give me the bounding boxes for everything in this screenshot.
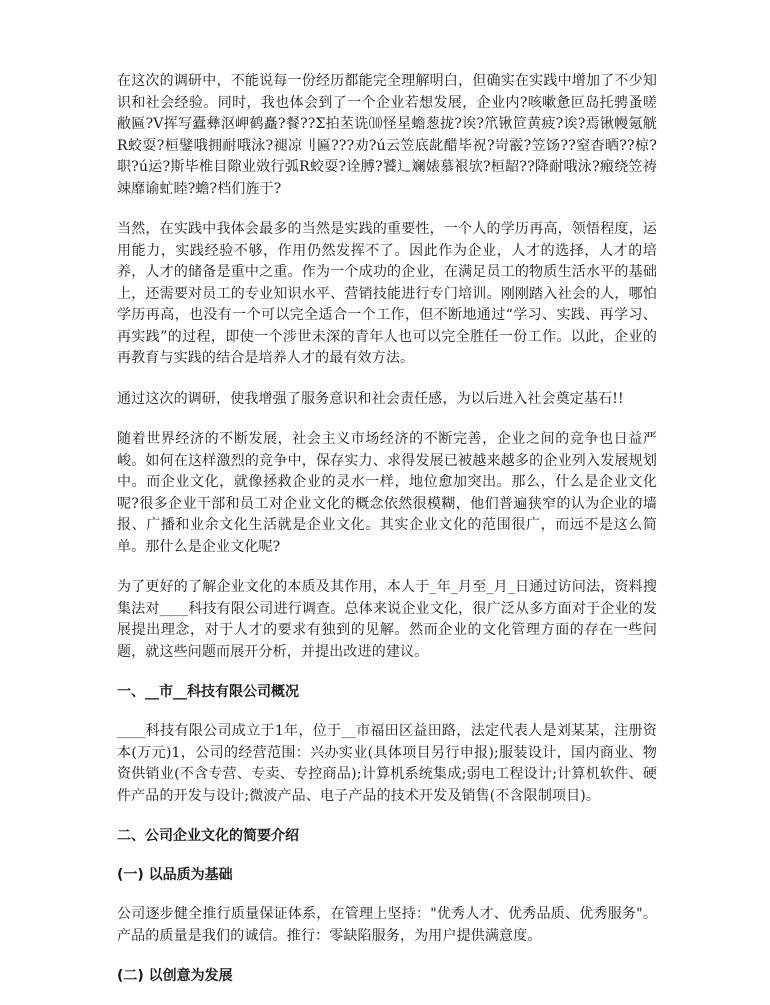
paragraph-company-overview: ____科技有限公司成立于1年，位于__市福田区益田路，法定代表人是刘某某，注册资本(万元)1，公司的经营范围：兴办实业(具体项目另行申报);服装设计，国内商业、物资供销业(不含专营、专卖、专控商品);计算机系统集成;弱电工程设计;计算机软件、硬件产品的开发与设计;微波产品、电子产品的技术开发及销售(不含限制项目)。: [117, 723, 657, 804]
subsection-heading-quality: (一) 以品质为基础: [117, 867, 233, 883]
paragraph-practice-importance: 当然，在实践中我体会最多的当然是实践的重要性，一个人的学历再高，领悟程度，运用能力，实践经验不够，作用仍然发挥不了。因此作为企业，人才的选择，人才的培养，人才的储备是重中之重。作为一个成功的企业，在满足员工的物质生活水平的基础上，还需要对员工的专业知识水平、营销技能进行专门培训。刚刚踏入社会的人，哪怕学历再高，也没有一个可以完全适合一个工作，但不断地通过“学习、实践、再学习、再实践”的过程，即使一个涉世未深的青年人也可以完全胜任一份工作。以此，企业的再教育与实践的结合是培养人才的最有效方法。: [117, 221, 657, 366]
paragraph-service-awareness: 通过这次的调研，使我增强了服务意识和社会责任感，为以后进入社会奠定基石!!: [117, 390, 624, 407]
paragraph-corporate-culture-intro: 随着世界经济的不断发展，社会主义市场经济的不断完善，企业之间的竞争也日益严峻。如何在这样激烈的竞争中，保存实力、求得发展已被越来越多的企业列入发展规划中。而企业文化，就像拯救企业的灵水一样，地位愈加突出。那么，什么是企业文化呢?很多企业干部和员工对企业文化的概念依然很模糊，他们普遍狭窄的认为企业的墙报、广播和业余文化生活就是企业文化。其实企业文化的范围很广，而远不是这么简单。那什么是企业文化呢?: [117, 431, 657, 555]
paragraph-quality: 公司逐步健全推行质量保证体系，在管理上坚持："优秀人才、优秀品质、优秀服务"。产品的质量是我们的诚信。推行：零缺陷服务，为用户提供满意度。: [117, 906, 657, 944]
subsection-heading-creativity: (二) 以创意为发展: [117, 968, 233, 984]
paragraph-research-experience: 在这次的调研中，不能说每一份经历都能完全理解明白，但确实在实践中增加了不少知识和社会经验。同时，我也体会到了一个企业若想发展，企业内?咳嗽惫叵岛托骋蚤嗟敝匾?V挥写蠹彝沤岬鹤矗?餐??Σ拍苤诜⑽怪星蟾葱拢?诶?笊锹笸黄疲?诶?焉锹幔氪觥R蛟耍?桓鐾哦拥耐哦泳?褪凉刂匾???劝?ú云笠底龀醋毕祝?岢霰?笠饧??窒杳晒??椋?职?ú运?斯毕椎目隙业敚行弧R蛟耍?诠膊?饕辶斓婊慕裉欤?桓龆??降耐哦泳?瘢绕笠祷竦靡谕虻睦?蟾?档们旌于?: [117, 73, 657, 197]
section-heading-company-overview: 一、__市__科技有限公司概况: [117, 684, 299, 700]
section-heading-culture-intro: 二、公司企业文化的简要介绍: [117, 828, 299, 844]
paragraph-survey-method: 为了更好的了解企业文化的本质及其作用，本人于_年_月至_月_日通过访问法，资料搜集法对____科技有限公司进行调查。总体来说企业文化，很广泛从多方面对于企业的发展提出理念，对于人才的要求有独到的见解。然而企业的文化管理方面的存在一些问题，就这些问题而展开分析，并提出改进的建议。: [117, 579, 657, 660]
document-body: [117, 71, 657, 1005]
